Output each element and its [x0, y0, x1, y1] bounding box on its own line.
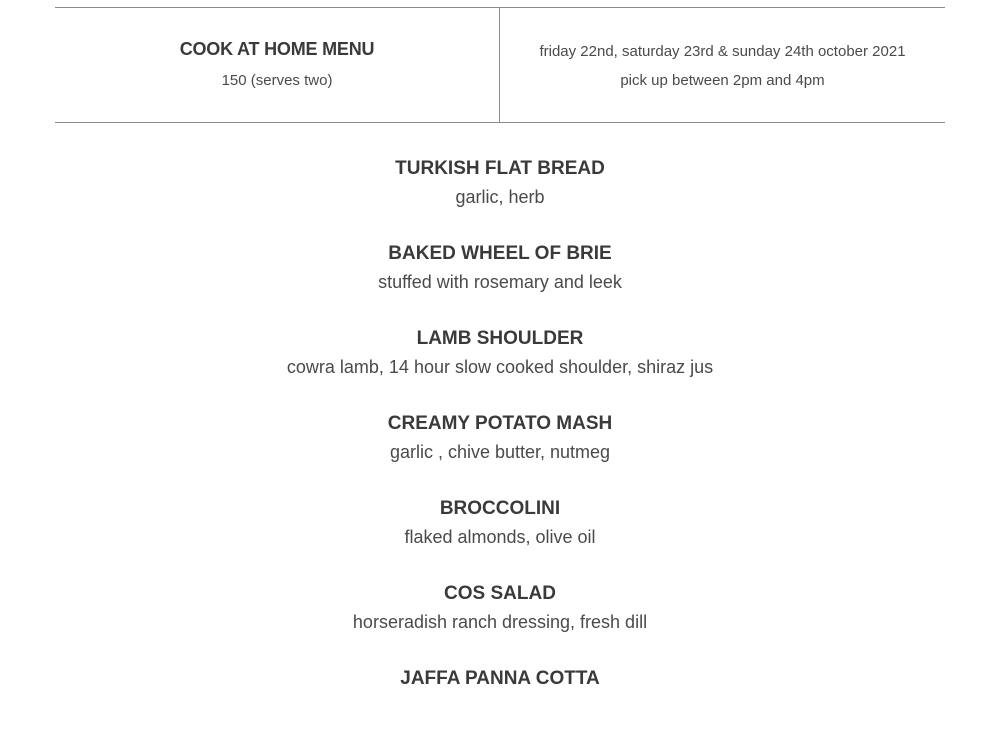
menu-item	[0, 411, 1000, 496]
menu-item-name: COS SALAD	[444, 583, 556, 604]
menu-item-description: horseradish ranch dressing, fresh dill	[352, 612, 648, 632]
menu-item	[0, 581, 1000, 666]
menu-item-description: cowra lamb, 14 hour slow cooked shoulder, shiraz jus	[286, 357, 714, 377]
menu-pickup-time: pick up between 2pm and 4pm	[620, 72, 825, 89]
menu-item-description: garlic , chive butter, nutmeg	[389, 442, 611, 462]
menu-price: 150 (serves two)	[221, 72, 333, 89]
menu-header	[55, 7, 945, 123]
menu-item-description: stuffed with rosemary and leek	[378, 272, 622, 292]
menu-item	[0, 241, 1000, 326]
menu-item-name: LAMB SHOULDER	[416, 328, 584, 349]
menu-item-description: garlic, herb	[455, 187, 545, 207]
menu-item-name: CREAMY POTATO MASH	[387, 413, 613, 434]
menu-item	[0, 156, 1000, 241]
menu-item-name: BAKED WHEEL OF BRIE	[388, 243, 612, 264]
menu-item	[0, 666, 1000, 751]
menu-item	[0, 496, 1000, 581]
menu-item	[0, 326, 1000, 411]
menu-items	[0, 156, 1000, 751]
header-left-column	[55, 8, 499, 122]
header-right-column	[500, 8, 945, 122]
menu-item-name: BROCCOLINI	[439, 498, 561, 519]
menu-dates: friday 22nd, saturday 23rd & sunday 24th october 2021	[539, 43, 906, 60]
menu-item-description: flaked almonds, olive oil	[404, 527, 596, 547]
menu-title: COOK AT HOME MENU	[179, 39, 375, 59]
menu-item-name: TURKISH FLAT BREAD	[395, 158, 605, 179]
menu-item-name: JAFFA PANNA COTTA	[400, 668, 600, 689]
